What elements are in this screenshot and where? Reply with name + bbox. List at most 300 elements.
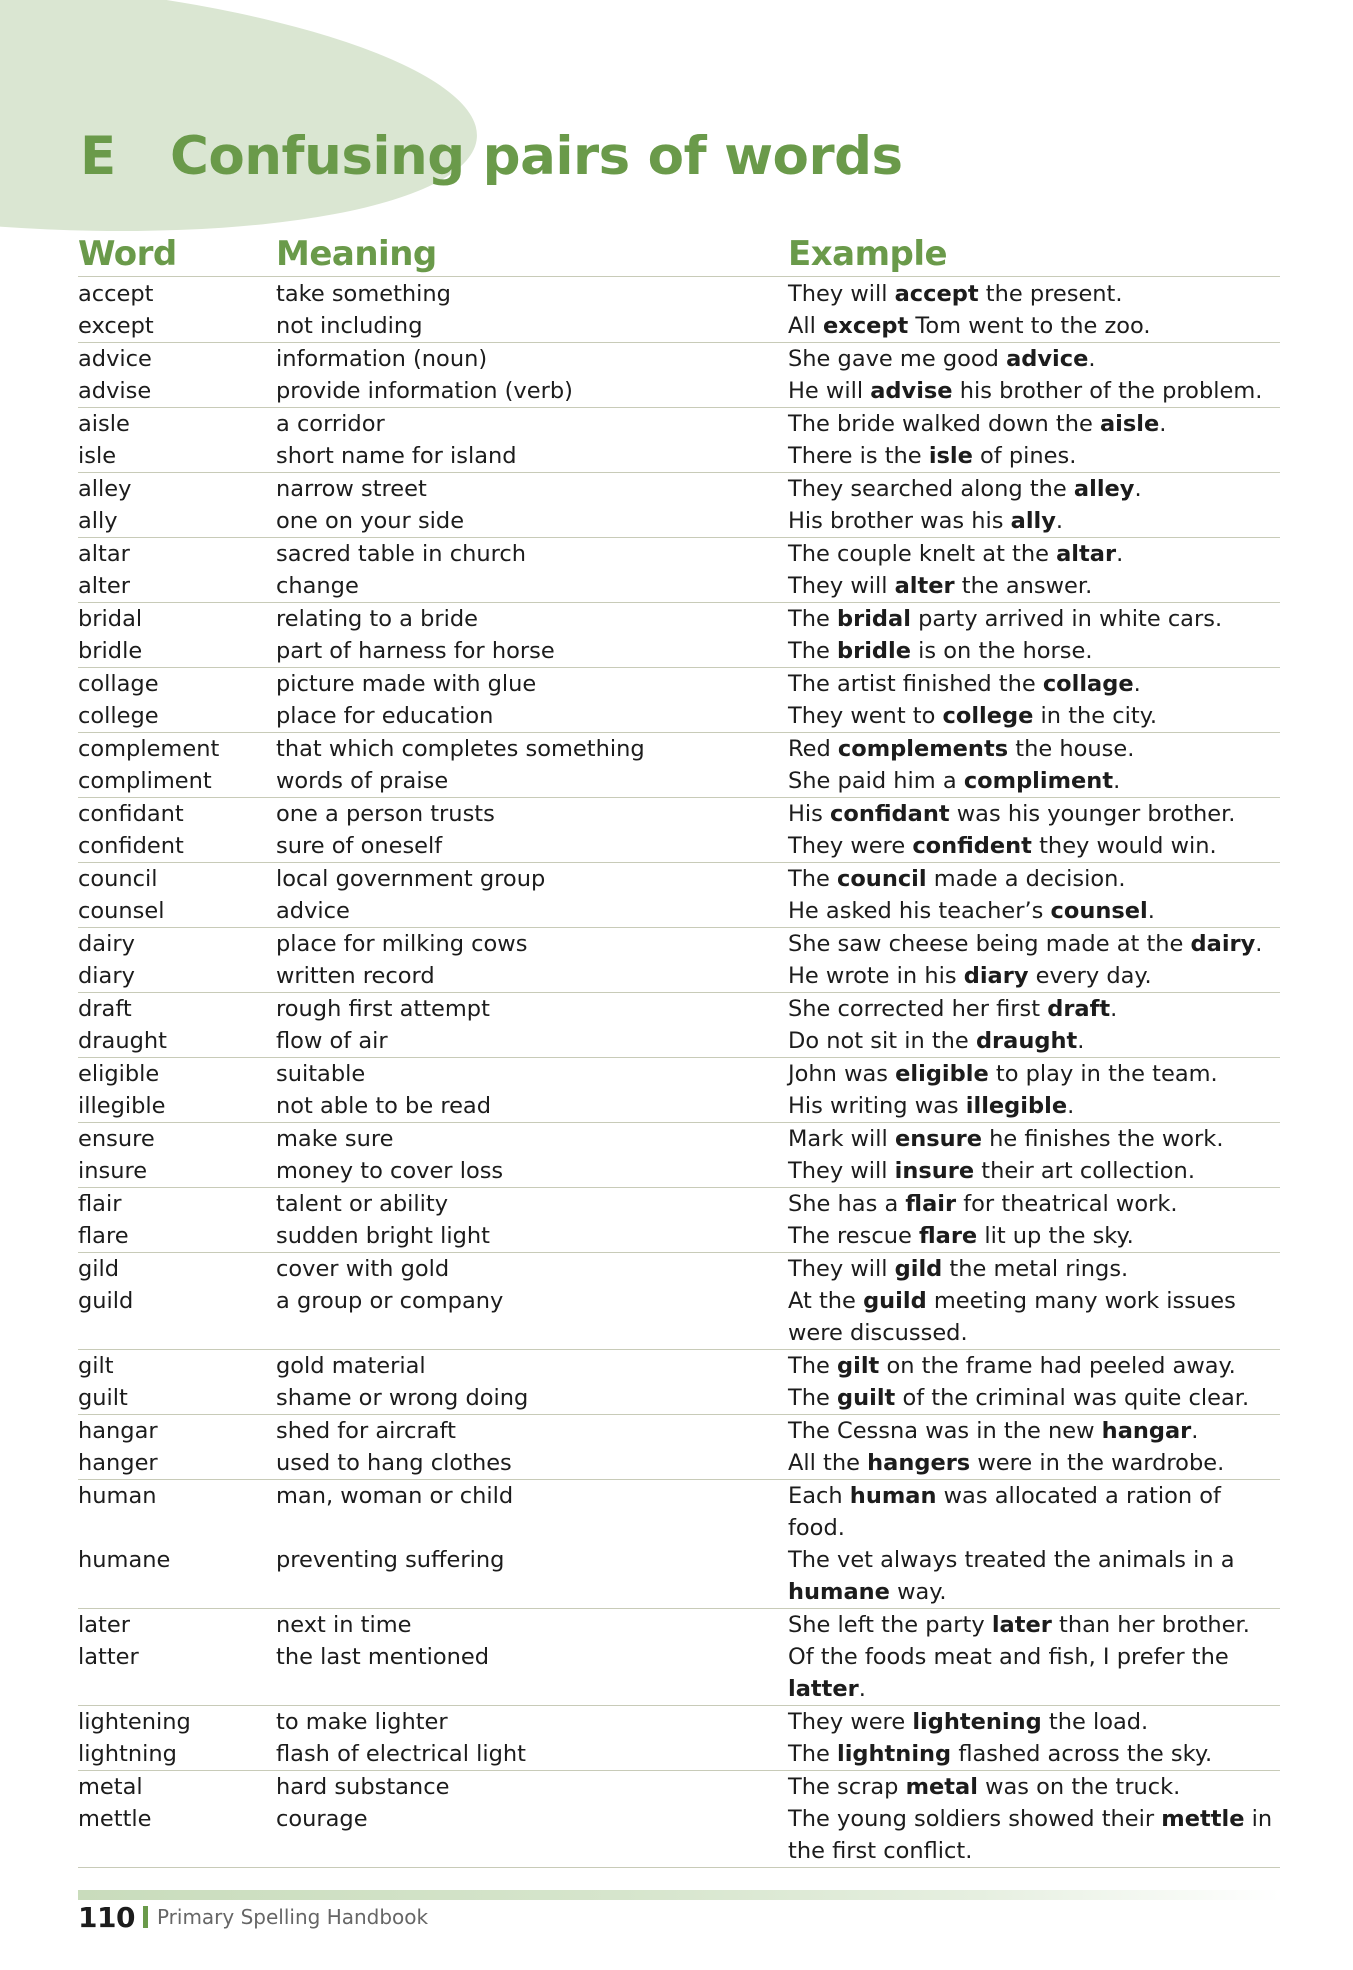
table-row xyxy=(78,830,1280,862)
word-pair-group xyxy=(78,1188,1280,1253)
meaning-cell: sure of oneself xyxy=(276,833,443,859)
example-cell xyxy=(788,960,1278,992)
example-text: The xyxy=(788,606,837,632)
meaning-cell: preventing suffering xyxy=(276,1547,505,1573)
table-row xyxy=(78,408,1280,440)
table-row xyxy=(78,765,1280,797)
example-cell xyxy=(788,993,1278,1025)
example-cell xyxy=(788,570,1278,602)
example-cell xyxy=(788,1220,1278,1252)
meaning-cell: courage xyxy=(276,1806,368,1832)
word-cell: altar xyxy=(78,541,130,567)
example-text: the present. xyxy=(978,281,1123,307)
highlighted-word: gilt xyxy=(837,1353,880,1379)
example-text: His xyxy=(788,801,831,827)
meaning-cell: picture made with glue xyxy=(276,671,537,697)
table-row xyxy=(78,700,1280,732)
example-cell xyxy=(788,668,1278,700)
example-cell xyxy=(788,733,1278,765)
highlighted-word: advise xyxy=(870,378,953,404)
example-cell xyxy=(788,603,1278,635)
meaning-cell: rough first attempt xyxy=(276,996,490,1022)
word-cell: aisle xyxy=(78,411,130,437)
meaning-cell: talent or ability xyxy=(276,1191,449,1217)
table-row xyxy=(78,928,1280,960)
example-cell xyxy=(788,538,1278,570)
table-row xyxy=(78,1253,1280,1285)
meaning-cell: not including xyxy=(276,313,423,339)
table-row xyxy=(78,570,1280,602)
word-pair-group xyxy=(78,1771,1280,1868)
meaning-cell: gold material xyxy=(276,1353,426,1379)
example-cell xyxy=(788,343,1278,375)
word-cell: hangar xyxy=(78,1418,158,1444)
table-row xyxy=(78,668,1280,700)
example-text: every day. xyxy=(1028,963,1152,989)
highlighted-word: eligible xyxy=(895,1061,989,1087)
example-text: All the xyxy=(788,1450,868,1476)
highlighted-word: hangar xyxy=(1101,1418,1192,1444)
example-text: They will xyxy=(788,1256,895,1282)
table-row xyxy=(78,1738,1280,1770)
highlighted-word: draft xyxy=(1047,996,1111,1022)
highlighted-word: collage xyxy=(1042,671,1134,697)
highlighted-word: lightning xyxy=(837,1741,952,1767)
meaning-cell: narrow street xyxy=(276,476,427,502)
example-text: They were xyxy=(788,833,913,859)
meaning-cell: shame or wrong doing xyxy=(276,1385,529,1411)
example-text: . xyxy=(1191,1418,1199,1444)
word-pair-group xyxy=(78,1123,1280,1188)
example-text: She paid him a xyxy=(788,768,964,794)
meaning-cell: next in time xyxy=(276,1612,412,1638)
highlighted-word: draught xyxy=(975,1028,1078,1054)
word-cell: dairy xyxy=(78,931,135,957)
word-pair-group xyxy=(78,1706,1280,1771)
table-row xyxy=(78,1706,1280,1738)
example-text: Each xyxy=(788,1483,850,1509)
highlighted-word: lightening xyxy=(912,1709,1042,1735)
highlighted-word: illegible xyxy=(965,1093,1068,1119)
example-text: The xyxy=(788,1385,837,1411)
meaning-cell: used to hang clothes xyxy=(276,1450,512,1476)
table-row xyxy=(78,1480,1280,1544)
example-text: made a decision. xyxy=(926,866,1126,892)
meaning-cell: change xyxy=(276,573,359,599)
example-text: of pines. xyxy=(972,443,1077,469)
word-cell: guild xyxy=(78,1288,134,1314)
example-text: . xyxy=(1255,931,1263,957)
highlighted-word: human xyxy=(849,1483,937,1509)
meaning-cell: place for milking cows xyxy=(276,931,528,957)
highlighted-word: alley xyxy=(1073,476,1135,502)
meaning-cell: the last mentioned xyxy=(276,1644,490,1670)
word-cell: alley xyxy=(78,476,132,502)
example-cell xyxy=(788,278,1278,310)
example-text: . xyxy=(1110,996,1118,1022)
word-cell: college xyxy=(78,703,159,729)
highlighted-word: altar xyxy=(1056,541,1117,567)
example-cell xyxy=(788,798,1278,830)
highlighted-word: advice xyxy=(1006,346,1089,372)
word-pair-group xyxy=(78,538,1280,603)
word-cell: lightning xyxy=(78,1741,177,1767)
example-text: They searched along the xyxy=(788,476,1074,502)
example-cell xyxy=(788,440,1278,472)
word-cell: compliment xyxy=(78,768,212,794)
example-text: for theatrical work. xyxy=(956,1191,1178,1217)
highlighted-word: later xyxy=(991,1612,1052,1638)
word-cell: lightening xyxy=(78,1709,191,1735)
example-text: to play in the team. xyxy=(988,1061,1218,1087)
word-cell: ally xyxy=(78,508,118,534)
example-cell xyxy=(788,1382,1278,1414)
example-text: At the xyxy=(788,1288,864,1314)
example-text: the house. xyxy=(1008,736,1135,762)
meaning-cell: hard substance xyxy=(276,1774,450,1800)
table-row xyxy=(78,1447,1280,1479)
highlighted-word: bridal xyxy=(837,606,911,632)
word-pairs-table xyxy=(78,278,1280,1868)
table-row xyxy=(78,1415,1280,1447)
table-row xyxy=(78,895,1280,927)
highlighted-word: mettle xyxy=(1161,1806,1245,1832)
word-pair-group xyxy=(78,343,1280,408)
word-pair-group xyxy=(78,928,1280,993)
example-text: was allocated a ration of food. xyxy=(788,1483,1221,1541)
highlighted-word: flair xyxy=(905,1191,957,1217)
example-cell xyxy=(788,1609,1278,1641)
word-cell: illegible xyxy=(78,1093,166,1119)
example-cell xyxy=(788,635,1278,667)
word-cell: advise xyxy=(78,378,152,404)
meaning-cell: part of harness for horse xyxy=(276,638,555,664)
table-row xyxy=(78,1803,1280,1867)
word-cell: confident xyxy=(78,833,184,859)
table-row xyxy=(78,1609,1280,1641)
highlighted-word: diary xyxy=(963,963,1029,989)
example-text: The Cessna was in the new xyxy=(788,1418,1102,1444)
word-cell: bridal xyxy=(78,606,143,632)
table-row xyxy=(78,310,1280,342)
example-text: They will xyxy=(788,573,895,599)
meaning-cell: information (noun) xyxy=(276,346,488,372)
example-text: he finishes the work. xyxy=(982,1126,1224,1152)
meaning-cell: flash of electrical light xyxy=(276,1741,526,1767)
word-cell: except xyxy=(78,313,154,339)
meaning-cell: shed for aircraft xyxy=(276,1418,456,1444)
highlighted-word: confident xyxy=(912,833,1032,859)
example-cell xyxy=(788,505,1278,537)
example-cell xyxy=(788,408,1278,440)
example-text: There is the xyxy=(788,443,929,469)
word-pair-group xyxy=(78,1415,1280,1480)
table-row xyxy=(78,1544,1280,1608)
footer-divider xyxy=(143,1906,148,1928)
example-text: The vet always treated the animals in a xyxy=(788,1547,1235,1573)
example-text: . xyxy=(1147,898,1155,924)
word-cell: bridle xyxy=(78,638,143,664)
example-cell xyxy=(788,1090,1278,1122)
word-cell: humane xyxy=(78,1547,171,1573)
word-pair-group xyxy=(78,993,1280,1058)
highlighted-word: humane xyxy=(788,1579,890,1605)
meaning-cell: advice xyxy=(276,898,350,924)
word-pair-group xyxy=(78,603,1280,668)
meaning-cell: one a person trusts xyxy=(276,801,495,827)
table-row xyxy=(78,473,1280,505)
word-pair-group xyxy=(78,798,1280,863)
page-title xyxy=(80,126,903,187)
example-cell xyxy=(788,1803,1278,1867)
word-pair-group xyxy=(78,1253,1280,1350)
meaning-cell: money to cover loss xyxy=(276,1158,504,1184)
example-cell xyxy=(788,700,1278,732)
highlighted-word: compliment xyxy=(963,768,1114,794)
example-text: his brother of the problem. xyxy=(952,378,1263,404)
table-row xyxy=(78,603,1280,635)
example-cell xyxy=(788,863,1278,895)
highlighted-word: isle xyxy=(928,443,973,469)
example-text: . xyxy=(1077,1028,1085,1054)
word-cell: draught xyxy=(78,1028,167,1054)
example-text: was on the truck. xyxy=(977,1774,1181,1800)
word-pair-group xyxy=(78,1350,1280,1415)
example-text: the metal rings. xyxy=(942,1256,1129,1282)
page-number: 110 xyxy=(78,1900,135,1934)
example-text: He will xyxy=(788,378,871,404)
example-text: She saw cheese being made at the xyxy=(788,931,1191,957)
example-text: . xyxy=(1113,768,1121,794)
example-text: The scrap xyxy=(788,1774,906,1800)
meaning-cell: sudden bright light xyxy=(276,1223,490,1249)
highlighted-word: latter xyxy=(788,1676,859,1702)
word-pair-group xyxy=(78,1058,1280,1123)
meaning-cell: short name for island xyxy=(276,443,517,469)
word-cell: council xyxy=(78,866,158,892)
table-row xyxy=(78,733,1280,765)
word-pair-group xyxy=(78,733,1280,798)
example-text: The xyxy=(788,638,837,664)
example-cell xyxy=(788,1285,1278,1349)
example-text: He asked his teacher’s xyxy=(788,898,1051,924)
highlighted-word: guilt xyxy=(837,1385,896,1411)
example-text: The rescue xyxy=(788,1223,919,1249)
table-row xyxy=(78,1220,1280,1252)
word-cell: gild xyxy=(78,1256,120,1282)
meaning-cell: cover with gold xyxy=(276,1256,450,1282)
word-cell: advice xyxy=(78,346,152,372)
meaning-cell: a group or company xyxy=(276,1288,504,1314)
example-cell xyxy=(788,473,1278,505)
column-header-example: Example xyxy=(788,234,948,274)
highlighted-word: counsel xyxy=(1050,898,1148,924)
example-text: the answer. xyxy=(954,573,1093,599)
meaning-cell: words of praise xyxy=(276,768,449,794)
example-text: in the first conflict. xyxy=(788,1806,1273,1864)
meaning-cell: take something xyxy=(276,281,451,307)
word-cell: later xyxy=(78,1612,130,1638)
meaning-cell: not able to be read xyxy=(276,1093,492,1119)
example-cell xyxy=(788,830,1278,862)
section-title: Confusing pairs of words xyxy=(170,126,903,187)
highlighted-word: except xyxy=(823,313,909,339)
table-row xyxy=(78,1188,1280,1220)
example-text: meeting many work issues were discussed. xyxy=(788,1288,1236,1346)
table-row xyxy=(78,960,1280,992)
decorative-header-blob xyxy=(0,0,500,240)
example-cell xyxy=(788,375,1278,407)
example-text: in the city. xyxy=(1033,703,1158,729)
table-row xyxy=(78,863,1280,895)
table-row xyxy=(78,1090,1280,1122)
example-text: The xyxy=(788,1741,837,1767)
word-pair-group xyxy=(78,1480,1280,1609)
example-cell xyxy=(788,1706,1278,1738)
word-pair-group xyxy=(78,408,1280,473)
example-text: . xyxy=(1133,671,1141,697)
meaning-cell: that which completes something xyxy=(276,736,645,762)
meaning-cell: sacred table in church xyxy=(276,541,526,567)
column-header-meaning: Meaning xyxy=(276,234,437,274)
table-row xyxy=(78,1771,1280,1803)
word-cell: draft xyxy=(78,996,132,1022)
example-text: His brother was his xyxy=(788,508,1011,534)
word-cell: gilt xyxy=(78,1353,114,1379)
word-pair-group xyxy=(78,863,1280,928)
example-text: were in the wardrobe. xyxy=(970,1450,1225,1476)
word-pair-group xyxy=(78,668,1280,733)
column-header-word: Word xyxy=(78,234,177,274)
word-cell: flare xyxy=(78,1223,129,1249)
example-text: . xyxy=(1055,508,1064,534)
meaning-cell: to make lighter xyxy=(276,1709,448,1735)
table-row xyxy=(78,538,1280,570)
meaning-cell: man, woman or child xyxy=(276,1483,514,1509)
section-letter: E xyxy=(80,126,116,187)
word-pair-group xyxy=(78,1609,1280,1706)
page-footer xyxy=(78,1900,428,1934)
example-text: . xyxy=(1134,476,1142,502)
example-cell xyxy=(788,1447,1278,1479)
meaning-cell: one on your side xyxy=(276,508,465,534)
word-cell: eligible xyxy=(78,1061,160,1087)
highlighted-word: bridle xyxy=(837,638,911,664)
meaning-cell: local government group xyxy=(276,866,546,892)
example-text: The young soldiers showed their xyxy=(788,1806,1162,1832)
example-cell xyxy=(788,1123,1278,1155)
highlighted-word: confidant xyxy=(830,801,950,827)
table-row xyxy=(78,1641,1280,1705)
example-text: they would win. xyxy=(1031,833,1217,859)
example-text: He wrote in his xyxy=(788,963,964,989)
word-cell: mettle xyxy=(78,1806,152,1832)
example-text: . xyxy=(1116,541,1124,567)
meaning-cell: provide information (verb) xyxy=(276,378,573,404)
highlighted-word: college xyxy=(942,703,1034,729)
example-text: They were xyxy=(788,1709,913,1735)
table-row xyxy=(78,993,1280,1025)
example-text: The artist finished the xyxy=(788,671,1043,697)
example-text: was his younger brother. xyxy=(949,801,1236,827)
highlighted-word: insure xyxy=(894,1158,975,1184)
example-cell xyxy=(788,1544,1278,1608)
word-pair-group xyxy=(78,278,1280,343)
highlighted-word: complements xyxy=(837,736,1009,762)
highlighted-word: guild xyxy=(863,1288,927,1314)
meaning-cell: suitable xyxy=(276,1061,366,1087)
table-row xyxy=(78,343,1280,375)
highlighted-word: flare xyxy=(918,1223,978,1249)
word-cell: alter xyxy=(78,573,130,599)
table-row xyxy=(78,1155,1280,1187)
example-cell xyxy=(788,1188,1278,1220)
example-text: Mark will xyxy=(788,1126,895,1152)
word-cell: guilt xyxy=(78,1385,128,1411)
example-text: The xyxy=(788,866,837,892)
example-cell xyxy=(788,310,1278,342)
word-cell: complement xyxy=(78,736,220,762)
highlighted-word: ensure xyxy=(894,1126,982,1152)
word-pair-group xyxy=(78,473,1280,538)
example-cell xyxy=(788,1350,1278,1382)
example-text: Red xyxy=(788,736,838,762)
example-text: She has a xyxy=(788,1191,906,1217)
word-cell: accept xyxy=(78,281,154,307)
example-text: Tom went to the zoo. xyxy=(908,313,1151,339)
example-text: They went to xyxy=(788,703,943,729)
example-text: lit up the sky. xyxy=(977,1223,1134,1249)
word-cell: confidant xyxy=(78,801,184,827)
table-row xyxy=(78,1123,1280,1155)
example-text: . xyxy=(858,1676,866,1702)
example-cell xyxy=(788,1771,1278,1803)
highlighted-word: ally xyxy=(1010,508,1056,534)
table-row xyxy=(78,505,1280,537)
highlighted-word: hangers xyxy=(867,1450,971,1476)
example-text: They will xyxy=(788,281,895,307)
table-row xyxy=(78,635,1280,667)
example-text: All xyxy=(788,313,824,339)
example-cell xyxy=(788,1480,1278,1544)
highlighted-word: aisle xyxy=(1099,411,1160,437)
example-text: She corrected her first xyxy=(788,996,1048,1022)
table-row xyxy=(78,1382,1280,1414)
example-text: The bride walked down the xyxy=(788,411,1100,437)
example-text: The xyxy=(788,1353,837,1379)
book-title: Primary Spelling Handbook xyxy=(156,1905,429,1929)
word-cell: insure xyxy=(78,1158,148,1184)
highlighted-word: accept xyxy=(894,281,979,307)
highlighted-word: alter xyxy=(894,573,955,599)
example-text: . xyxy=(1088,346,1096,372)
table-row xyxy=(78,440,1280,472)
example-cell xyxy=(788,1738,1278,1770)
example-text: His writing was xyxy=(788,1093,966,1119)
example-text: is on the horse. xyxy=(911,638,1093,664)
table-row xyxy=(78,1350,1280,1382)
word-cell: diary xyxy=(78,963,135,989)
example-text: the load. xyxy=(1041,1709,1149,1735)
example-cell xyxy=(788,1058,1278,1090)
table-row xyxy=(78,1285,1280,1349)
highlighted-word: gild xyxy=(894,1256,943,1282)
example-text: than her brother. xyxy=(1051,1612,1250,1638)
meaning-cell: flow of air xyxy=(276,1028,388,1054)
example-text: . xyxy=(1067,1093,1075,1119)
highlighted-word: dairy xyxy=(1190,931,1256,957)
example-cell xyxy=(788,1415,1278,1447)
